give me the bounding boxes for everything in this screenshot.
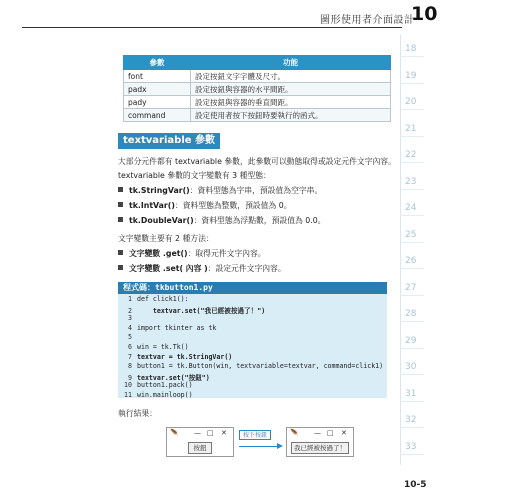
margin-tick xyxy=(400,401,424,402)
bullet-desc: ：設定元件文字內容。 xyxy=(207,264,286,273)
methods-intro: 文字變數主要有 2 種方法： xyxy=(118,234,214,243)
bullet-square-icon xyxy=(118,202,123,207)
code-line-text: button1 = tk.Button(win, textvariable=textvar, command=click1) xyxy=(137,362,384,371)
bullet-desc: ：資料型態為整數，預設值為 0。 xyxy=(174,201,292,210)
code-line-number: 7 xyxy=(128,352,132,361)
margin-tick xyxy=(400,215,424,216)
action-label: 按下按鈕 xyxy=(239,430,271,440)
bullet-term: tk.IntVar() xyxy=(129,201,175,210)
margin-line-number: 21 xyxy=(405,123,417,134)
code-line-text: win.mainloop() xyxy=(137,391,193,399)
margin-line-number: 20 xyxy=(405,97,417,107)
margin-tick xyxy=(400,189,424,190)
table-cell: command xyxy=(124,109,191,122)
table-header-param: 參數 xyxy=(124,56,191,70)
close-button[interactable]: ✕ xyxy=(341,429,347,437)
bullet-desc: ：取得元件文字內容。 xyxy=(187,249,266,258)
code-line xyxy=(122,391,193,399)
window-after xyxy=(286,427,354,457)
margin-tick xyxy=(400,242,424,243)
margin-line-number: 26 xyxy=(405,256,417,266)
table-cell: font xyxy=(124,70,191,83)
code-line xyxy=(122,343,189,351)
intro-line: 大部分元件都有 textvariable 參數，此參數可以動態取得或設定元件文字內容。 xyxy=(118,157,396,166)
margin-line-number: 18 xyxy=(405,44,417,54)
table-row xyxy=(124,70,391,83)
margin-line-number: 24 xyxy=(405,203,417,213)
margin-tick xyxy=(400,348,424,349)
code-line xyxy=(122,295,189,303)
code-line xyxy=(122,362,383,370)
margin-line-number: 29 xyxy=(405,335,417,346)
bullet-item xyxy=(118,215,325,226)
code-line-text: textvar.set("我已經被按過了！") xyxy=(137,306,266,315)
margin-tick xyxy=(400,427,424,428)
table-cell: pady xyxy=(124,96,191,109)
code-line-number: 5 xyxy=(128,333,132,342)
code-line xyxy=(122,324,216,332)
minimize-button[interactable]: — xyxy=(314,429,321,437)
margin-line-number: 27 xyxy=(405,282,417,293)
margin-line-number: 22 xyxy=(405,150,417,160)
params-table xyxy=(123,55,391,122)
code-line-text: win = tk.Tk() xyxy=(137,343,189,351)
code-line-text: import tkinter as tk xyxy=(137,323,217,332)
code-line-text: textvar = tk.StringVar() xyxy=(137,352,233,361)
margin-line-number: 32 xyxy=(405,415,417,425)
bullet-term: tk.DoubleVar() xyxy=(129,216,194,225)
bullet-term: 文字變數 .set( 內容 ) xyxy=(129,264,208,273)
margin-line-number: 30 xyxy=(405,362,417,372)
code-line xyxy=(122,372,210,382)
page-number: 10-5 xyxy=(404,480,427,490)
bullet-square-icon xyxy=(118,265,123,270)
feather-icon: 🪶 xyxy=(170,429,179,437)
code-line-number: 1 xyxy=(128,295,132,303)
code-line-text: textvar.set("按鈕") xyxy=(137,373,210,382)
close-button[interactable]: ✕ xyxy=(221,429,227,437)
bullet-desc: ：資料型態為浮點數，預設值為 0.0。 xyxy=(193,216,326,225)
code-line-number: 10 xyxy=(124,381,132,390)
code-line-text: def click1(): xyxy=(137,295,189,303)
margin-tick xyxy=(400,109,424,110)
code-line-number: 4 xyxy=(128,323,132,332)
code-line-number: 6 xyxy=(128,343,132,351)
code-line-number: 11 xyxy=(124,391,132,399)
table-row xyxy=(124,83,391,96)
code-line xyxy=(122,353,232,361)
table-cell: 設定按鈕文字字體及尺寸。 xyxy=(191,70,391,83)
code-line xyxy=(122,305,265,315)
bullet-square-icon xyxy=(118,187,123,192)
window-titlebar xyxy=(167,428,233,439)
margin-line-number: 31 xyxy=(405,388,417,399)
margin-tick xyxy=(400,56,424,57)
table-header-function: 功能 xyxy=(191,56,391,70)
code-line-number: 3 xyxy=(128,314,132,323)
margin-tick xyxy=(400,295,424,296)
arrow-line xyxy=(239,446,279,447)
margin-tick xyxy=(400,321,424,322)
margin-tick xyxy=(400,374,424,375)
margin-line-number: 33 xyxy=(405,441,417,452)
code-line-number: 9 xyxy=(128,373,132,382)
margin-tick xyxy=(400,454,424,455)
margin-line-number: 19 xyxy=(405,70,417,81)
maximize-button[interactable]: □ xyxy=(327,429,334,437)
code-line-text: button1.pack() xyxy=(137,381,193,390)
window-titlebar xyxy=(287,428,353,439)
result-label: 執行結果： xyxy=(118,409,157,418)
chapter-number: 10 xyxy=(411,3,438,25)
window-before xyxy=(166,427,234,457)
header-title: 圖形使用者介面設計 xyxy=(320,15,415,26)
margin-tick xyxy=(400,83,424,84)
feather-icon: 🪶 xyxy=(290,429,299,437)
table-cell: padx xyxy=(124,83,191,96)
demo-button-pressed[interactable]: 我已經被按過了！ xyxy=(291,442,349,454)
arrow-head-icon xyxy=(277,443,283,449)
table-row xyxy=(124,96,391,109)
code-line xyxy=(122,381,193,389)
bullet-item xyxy=(118,248,266,259)
margin-line-number: 23 xyxy=(405,176,417,187)
section-heading: textvariable 參數 xyxy=(118,133,220,149)
code-line-number: 2 xyxy=(128,306,132,315)
bullet-item xyxy=(118,185,322,196)
margin-tick xyxy=(400,136,424,137)
demo-button[interactable]: 按鈕 xyxy=(188,442,212,454)
bullet-item xyxy=(118,263,286,274)
bullet-square-icon xyxy=(118,250,123,255)
bullet-item xyxy=(118,200,292,211)
code-line xyxy=(122,333,137,341)
bullet-desc: ：資料型態為字串，預設值為空字串。 xyxy=(189,186,323,195)
code-line xyxy=(122,314,137,322)
margin-line-number: 28 xyxy=(405,309,417,319)
intro-line: textvariable 參數的文字變數有 3 種型態： xyxy=(118,171,271,180)
margin-tick xyxy=(400,162,424,163)
code-line-number: 8 xyxy=(128,362,132,371)
table-cell: 設定使用者按下按鈕時要執行的函式。 xyxy=(191,109,391,122)
table-cell: 設定按鈕與容器的垂直間距。 xyxy=(191,96,391,109)
margin-line-number: 25 xyxy=(405,229,417,240)
bullet-term: 文字變數 .get() xyxy=(129,249,188,258)
minimize-button[interactable]: — xyxy=(194,429,201,437)
bullet-square-icon xyxy=(118,217,123,222)
code-title: 程式碼：tkbutton1.py xyxy=(118,282,387,294)
table-row xyxy=(124,109,391,122)
header-rule xyxy=(22,27,402,28)
margin-tick xyxy=(400,268,424,269)
bullet-term: tk.StringVar() xyxy=(129,186,190,195)
table-cell: 設定按鈕與容器的水平間距。 xyxy=(191,83,391,96)
maximize-button[interactable]: □ xyxy=(207,429,214,437)
